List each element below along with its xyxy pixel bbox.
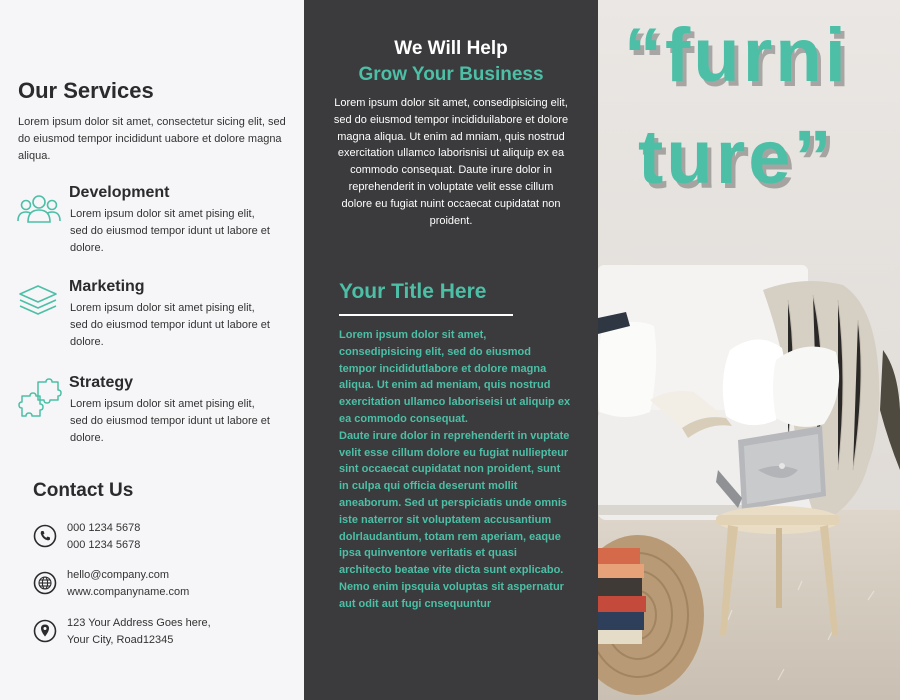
layers-icon: [16, 282, 62, 322]
services-title: Our Services: [18, 78, 154, 103]
service-title: Strategy: [69, 374, 134, 391]
service-title: Development: [69, 184, 170, 201]
section-paragraph: Lorem ipsum dolor sit amet, consedipisicing elit, sed do eiusmod tempor incididutlabore et dolore magna aliqua. Ut enim ad meniam, quis nostrud exercitation ullamco laboriseisi ut aliquip ex ea commodo consequat.: [339, 329, 571, 425]
headline-line-2: ture”: [638, 115, 835, 200]
help-subtitle: Grow Your Business: [358, 64, 544, 85]
headline-line-1: “furni: [624, 13, 849, 98]
living-room-photo: [598, 0, 900, 700]
section-title: Your Title Here: [339, 280, 487, 303]
address-line: Your City, Road12345: [67, 634, 174, 646]
cover-panel: [598, 0, 900, 700]
address-line: 123 Your Address Goes here,: [67, 617, 211, 629]
email-link[interactable]: hello@company.com: [67, 569, 170, 581]
service-development: [16, 184, 296, 264]
services-panel: [0, 0, 304, 700]
title-divider: [339, 314, 513, 316]
globe-icon: [33, 571, 57, 595]
phone-line[interactable]: 000 1234 5678: [67, 522, 141, 534]
contact-title: Contact Us: [33, 480, 134, 501]
puzzle-icon: [16, 378, 62, 418]
section-paragraph: Daute irure dolor in reprehenderit in vuptate velit esse cillum dolore eu fugiat nulliepteur sint occaecat cupidatat non proident, sunt in culpa qui officia deserunt mollit aneaborum. Sed ut perspiciatis unde omnis iste naterror sit voluptatem accusantium dolrlaudantium, totam rem aperiam, eaque ipsa quinventore veritatis et quasi architecto beatae vite dicta sunt explicabo. Nemo enim ipsquia voluptas sit aspernatur aut odit aut fugi cnsequuntur: [339, 429, 570, 610]
service-title: Marketing: [69, 278, 145, 295]
service-text: Lorem ipsum dolor sit amet pising elit, sed do eiusmod tempor idunt ut labore et dolore.: [70, 398, 270, 444]
about-panel: [304, 0, 598, 700]
services-intro: Lorem ipsum dolor sit amet, consectetur sicing elit, sed do eiusmod tempor incididunt uabore et dolore magna aliqua.: [18, 116, 286, 162]
help-title: We Will Help: [394, 38, 508, 59]
phone-icon: [33, 524, 57, 548]
help-body: Lorem ipsum dolor sit amet, consedipisicing elit, sed do eiusmod tempor incididuilabore et dolore magna aliqua. Ut enim ad mniam, quis nostrud exercitation ullamco laborisnisi ut aliquip ex ea commodo consequat. Daute irure dolor in reprehenderit in voluptate velit esse cillum dolore eu fugiat nuint occaecat cupidatat non proident.: [333, 97, 569, 227]
service-text: Lorem ipsum dolor sit amet pising elit, sed do eiusmod tempor idunt ut labore et dolore.: [70, 302, 270, 348]
service-strategy: [16, 374, 296, 454]
users-icon: [16, 188, 62, 228]
phone-line[interactable]: 000 1234 5678: [67, 539, 141, 551]
service-text: Lorem ipsum dolor sit amet pising elit, sed do eiusmod tempor idunt ut labore et dolore.: [70, 208, 270, 254]
location-pin-icon: [33, 619, 57, 643]
service-marketing: [16, 278, 296, 358]
website-link[interactable]: www.companyname.com: [67, 586, 190, 598]
section-body: [339, 327, 571, 613]
